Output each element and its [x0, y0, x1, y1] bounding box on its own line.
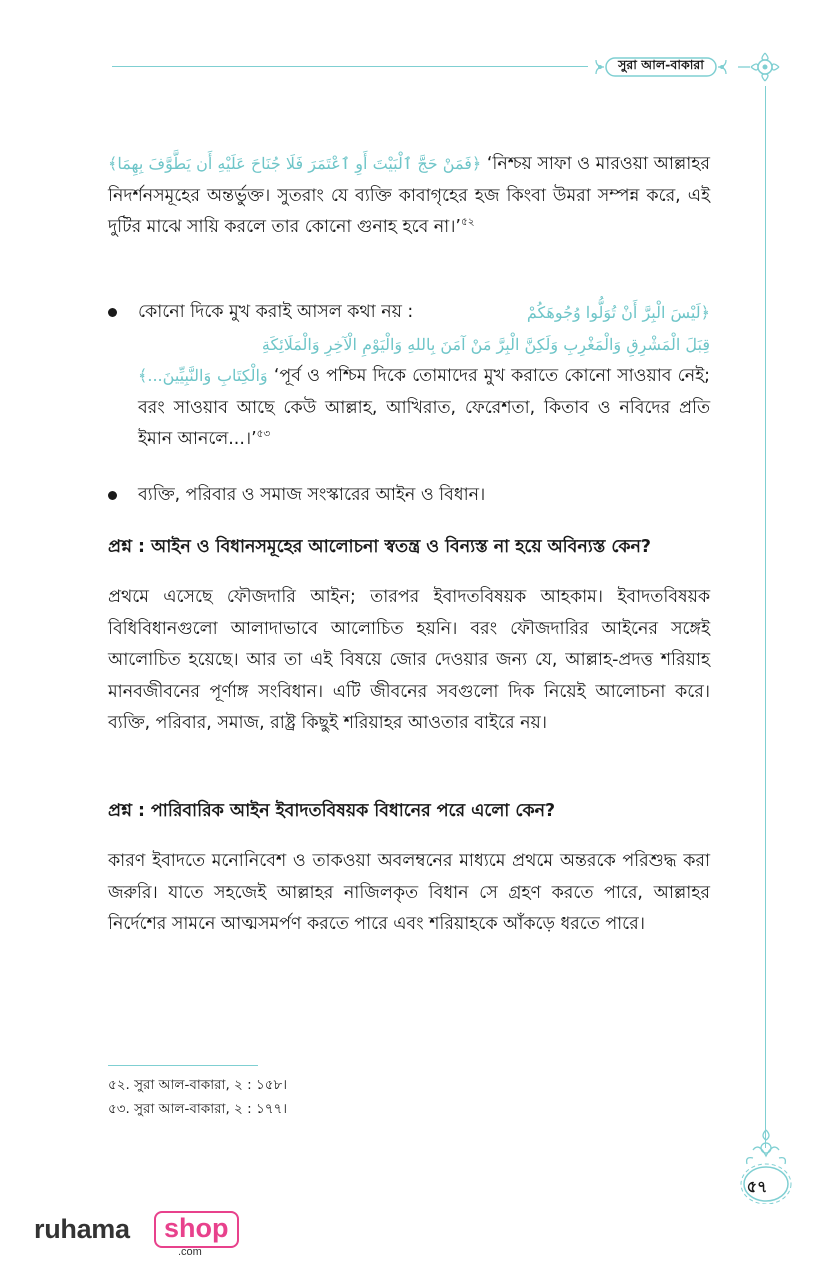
bullet-2-text: ব্যক্তি, পরিবার ও সমাজ সংস্কারের আইন ও বিধান।: [138, 485, 486, 505]
verse-158-paragraph: [108, 148, 710, 244]
bullet-item-2: [108, 480, 710, 512]
header-title: সুরা আল-বাকারা: [618, 57, 704, 72]
question-1: প্রশ্ন : আইন ও বিধানসমূহের আলোচনা স্বতন্ত্র ও বিন্যস্ত না হয়ে অবিন্যস্ত কেন?: [108, 537, 652, 557]
footnote-ref-53: ৫৩: [256, 428, 271, 441]
arabic-verse-177-part1: ﴿لَيْسَ الْبِرَّ أَنْ تُوَلُّوا وُجُوهَكُمْ: [526, 303, 710, 322]
header-rule: [112, 66, 588, 67]
bullet-dot-icon: [108, 491, 117, 500]
logo-text-shop: shop: [154, 1211, 239, 1248]
page-number: ৫৭: [746, 1176, 768, 1196]
footnote-53: ৫৩. সুরা আল-বাকারা, ২ : ১৭৭।: [108, 1101, 288, 1117]
margin-rule: [765, 86, 766, 1148]
answer-2: কারণ ইবাদতে মনোনিবেশ ও তাকওয়া অবলম্বনের মাধ্যমে প্রথমে অন্তরকে পরিশুদ্ধ করা জরুরি। যাতে সহজেই আল্লাহর নাজিলকৃত বিধান সে গ্রহণ করতে পারে, আল্লাহর নির্দেশের সামনে আত্মসমর্পণ করতে পারে এবং শরিয়াহকে আঁকড়ে ধরতে পারে।: [108, 851, 710, 934]
arabic-verse-177-part3: وَالْكِتَابِ وَالنَّبِيِّينَ...﴾: [138, 366, 268, 385]
arabic-verse-177-part2: قِبَلَ الْمَشْرِقِ وَالْمَغْرِبِ وَلَكِنَّ الْبِرَّ مَنْ آمَنَ بِاللهِ وَالْيَوْمِ الْآخِرِ وَالْمَلَائِكَةِ: [261, 334, 710, 354]
footnote-rule: [108, 1065, 258, 1066]
logo-text-ruhama: ruhama: [34, 1214, 130, 1244]
bullet-1-label: কোনো দিকে মুখ করাই আসল কথা নয় :: [138, 302, 414, 322]
translation-158: ‘নিশ্চয় সাফা ও মারওয়া আল্লাহর নিদর্শনসমূহের অন্তর্ভুক্ত। সুতরাং যে ব্যক্তি কাবাগৃহের হজ কিংবা উমরা সম্পন্ন করে, এই দুটির মাঝে সায়ি করলে তার কোনো গুনাহ হবে না।’: [108, 154, 710, 237]
corner-flourish-icon: [736, 50, 790, 84]
footnote-ref-52: ৫২: [460, 216, 475, 229]
arabic-verse-158: ﴿فَمَنْ حَجَّ ٱلْبَيْتَ أَوِ ٱعْتَمَرَ فَلَا جُنَاحَ عَلَيْهِ أَن يَطَّوَّفَ بِهِمَا﴾: [108, 154, 482, 173]
running-header: [592, 54, 730, 80]
question-2: প্রশ্ন : পারিবারিক আইন ইবাদতবিষয়ক বিধানের পরে এলো কেন?: [108, 801, 556, 821]
footnote-52: ৫২. সুরা আল-বাকারা, ২ : ১৫৮।: [108, 1077, 288, 1093]
ruhama-shop-logo: [34, 1208, 234, 1258]
answer-1: প্রথমে এসেছে ফৌজদারি আইন; তারপর ইবাদতবিষয়ক আহকাম। ইবাদতবিষয়ক বিধিবিধানগুলো আলাদাভাবে আলোচিত হয়নি। বরং ফৌজদারির আইনের সঙ্গেই আলোচিত হয়েছে। আর তা এই বিষয়ে জোর দেওয়ার জন্য যে, আল্লাহ-প্রদত্ত শরিয়াহ মানবজীবনের পূর্ণাঙ্গ সংবিধান। এটি জীবনের সবগুলো দিক নিয়েই আলোচনা করে। ব্যক্তি, পরিবার, সমাজ, রাষ্ট্র কিছুই শরিয়াহর আওতার বাইরে নয়।: [108, 587, 710, 733]
page-number-badge: [733, 1168, 781, 1206]
translation-177: ‘পূর্ব ও পশ্চিম দিকে তোমাদের মুখ করাতে কোনো সাওয়াব নেই; বরং সাওয়াব আছে কেউ আল্লাহ, আখিরাত, ফেরেশতা, কিতাব ও নবিদের প্রতি ইমান আনলে...।’: [138, 366, 711, 449]
logo-text-com: .com: [178, 1246, 202, 1258]
bullet-dot-icon: [108, 308, 117, 317]
bullet-item-1: [108, 297, 710, 456]
